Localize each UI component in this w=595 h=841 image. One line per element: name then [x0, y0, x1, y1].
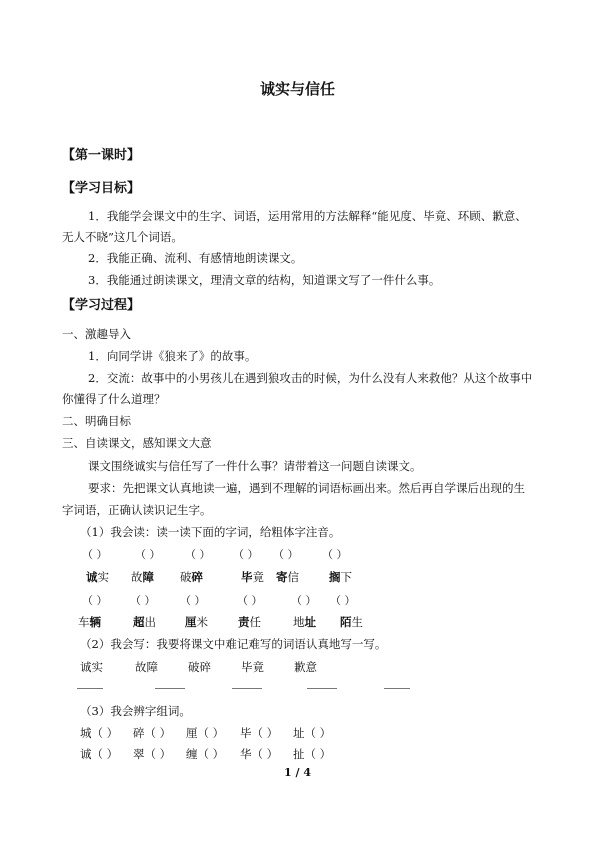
writing-line[interactable]: [384, 688, 410, 689]
goal-2: 2．我能正确、流利、有感情地朗读课文。: [88, 251, 303, 265]
distinguish-item[interactable]: 厘（ ）: [186, 726, 225, 740]
word-guzhang: 故障: [131, 570, 154, 584]
pinyin-blank[interactable]: （ ）: [273, 548, 299, 561]
word-chaochu: 超出: [133, 615, 156, 629]
distinguish-item[interactable]: 址（ ）: [293, 726, 332, 740]
write-word: 破碎: [188, 660, 211, 674]
write-exercise-label: （2）我会写：我要将课文中难记难写的词语认真地写一写。: [80, 637, 387, 651]
page-title: 诚实与信任: [259, 80, 335, 98]
write-word: 故障: [135, 660, 158, 674]
distinguish-item[interactable]: 城（ ）: [80, 726, 119, 740]
pinyin-blank[interactable]: （ ）: [330, 594, 356, 607]
page-number: 1 / 4: [284, 766, 311, 779]
process-heading: 【学习过程】: [62, 298, 141, 313]
pinyin-blank[interactable]: （ ）: [291, 594, 317, 607]
writing-line[interactable]: [155, 688, 185, 689]
distinguish-item[interactable]: 翠（ ）: [133, 747, 172, 761]
word-bijing: 毕竟: [241, 570, 264, 584]
distinguish-item[interactable]: 碎（ ）: [133, 726, 172, 740]
section-3-intro: 课文围绕诚实与信任写了一件什么事？请带着这一问题自读课文。: [88, 459, 422, 473]
distinguish-item[interactable]: 诚（ ）: [80, 747, 119, 761]
section-2-heading: 二、明确目标: [62, 414, 131, 428]
section-1-item-2-line-2: 你懂得了什么道理？: [62, 392, 166, 406]
word-limi: 厘米: [185, 615, 208, 629]
lesson-heading: 【第一课时】: [62, 148, 141, 163]
write-word: 毕竟: [241, 660, 264, 674]
pinyin-blank[interactable]: （ ）: [130, 594, 156, 607]
word-mosheng: 陌生: [340, 615, 363, 629]
distinguish-item[interactable]: 缠（ ）: [186, 747, 225, 761]
goal-1-line-2: 无人不晓”这几个词语。: [62, 230, 183, 244]
writing-line[interactable]: [232, 688, 262, 689]
pinyin-blank[interactable]: （ ）: [82, 594, 108, 607]
pinyin-blank[interactable]: （ ）: [237, 594, 263, 607]
word-gexia: 搁下: [329, 570, 352, 584]
word-posui: 破碎: [180, 570, 203, 584]
distinguish-item[interactable]: 扯（ ）: [293, 747, 332, 761]
goal-1-line-1: 1．我能学会课文中的生字、词语，运用常用的方法解释“能见度、毕竟、环顾、歉意、: [88, 209, 527, 223]
pinyin-blank[interactable]: （ ）: [82, 548, 108, 561]
section-1-heading: 一、激趣导入: [62, 327, 131, 341]
distinguish-item[interactable]: 华（ ）: [240, 747, 279, 761]
section-3-heading: 三、自读课文，感知课文大意: [62, 436, 212, 450]
distinguish-exercise-label: （3）我会辨字组词。: [80, 704, 191, 718]
pinyin-blank[interactable]: （ ）: [185, 548, 211, 561]
read-exercise-label: （1）我会读：读一读下面的字词，给粗体字注音。: [80, 525, 341, 539]
word-zeren: 责任: [238, 615, 261, 629]
goal-3: 3．我能通过朗读课文，理清文章的结构，知道课文写了一件什么事。: [88, 273, 441, 287]
word-jixin: 寄信: [276, 570, 299, 584]
pinyin-blank[interactable]: （ ）: [322, 548, 348, 561]
section-3-requirement-line-2: 字词语，正确认读识记生字。: [62, 503, 212, 517]
pinyin-blank[interactable]: （ ）: [233, 548, 259, 561]
goals-heading: 【学习目标】: [62, 181, 141, 196]
writing-line[interactable]: [307, 688, 337, 689]
section-1-item-2-line-1: 2．交流：故事中的小男孩儿在遇到狼攻击的时候，为什么没有人来救他？从这个故事中: [88, 371, 533, 385]
write-word: 歉意: [294, 660, 317, 674]
word-dizhi: 地址: [293, 615, 316, 629]
write-word: 诚实: [80, 660, 103, 674]
pinyin-blank[interactable]: （ ）: [180, 594, 206, 607]
word-cheliang: 车辆: [78, 615, 101, 629]
word-chengshi: 诚实: [86, 570, 109, 584]
distinguish-item[interactable]: 毕（ ）: [240, 726, 279, 740]
section-3-requirement-line-1: 要求：先把课文认真地读一遍，遇到不理解的词语标画出来。然后再自学课后出现的生: [88, 481, 525, 495]
pinyin-blank[interactable]: （ ）: [135, 548, 161, 561]
writing-line[interactable]: [77, 688, 103, 689]
section-1-item-1: 1．向同学讲《狼来了》的故事。: [88, 349, 257, 363]
